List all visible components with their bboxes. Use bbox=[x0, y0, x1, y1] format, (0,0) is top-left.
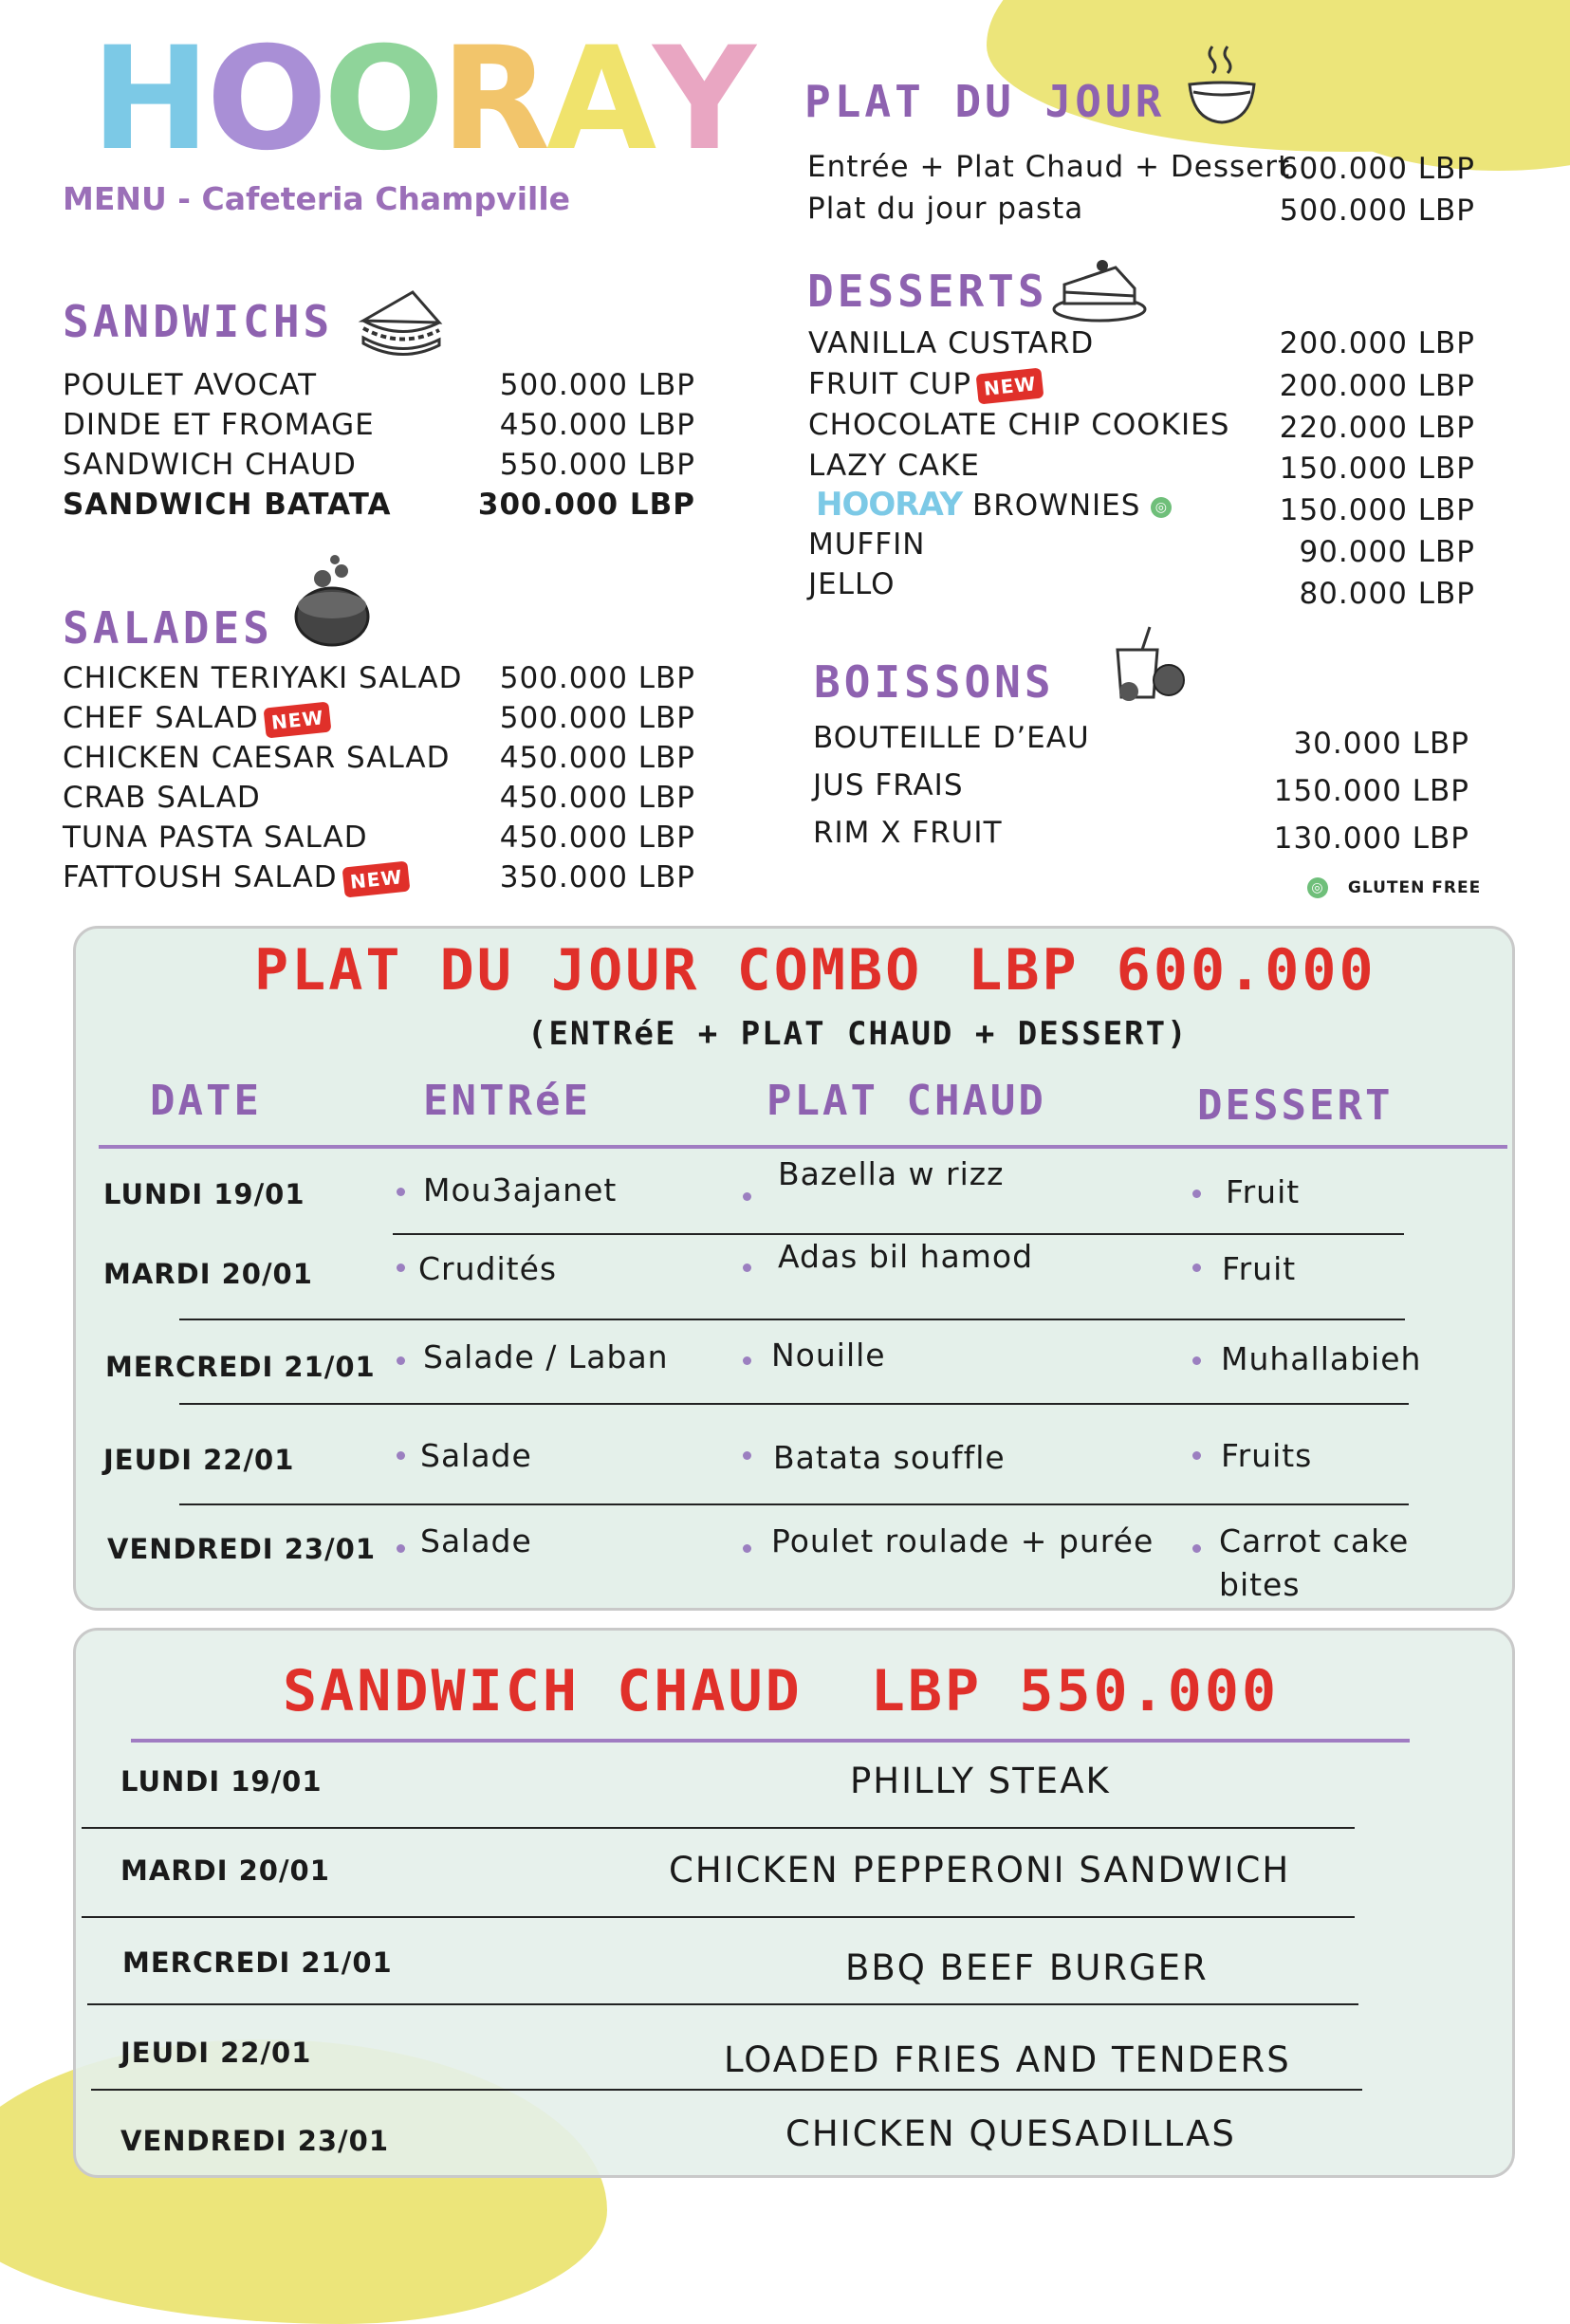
sc-day: MERCREDI 21/01 bbox=[122, 1946, 393, 1979]
combo-entree: Salade / Laban bbox=[423, 1338, 669, 1375]
dessert-item bbox=[816, 486, 1172, 524]
menu-subtitle: MENU - Cafeteria Champville bbox=[63, 180, 571, 217]
salad-item bbox=[63, 860, 409, 895]
sandwich-icon bbox=[356, 285, 446, 360]
combo-entree: Crudités bbox=[418, 1250, 558, 1287]
combo-day: VENDREDI 23/01 bbox=[107, 1533, 377, 1565]
combo-dessert-cont: bites bbox=[1219, 1566, 1301, 1603]
sc-item: PHILLY STEAK bbox=[850, 1761, 1111, 1801]
gluten-free-legend: ◎ GLUTEN FREE bbox=[1307, 877, 1481, 898]
dessert-item-name: CHOCOLATE CHIP COOKIES bbox=[808, 408, 1230, 442]
combo-day: MARDI 20/01 bbox=[103, 1258, 313, 1290]
plat-item-name: Plat du jour pasta bbox=[807, 192, 1084, 226]
salad-item-name: CRAB SALAD bbox=[63, 781, 261, 815]
sc-day: VENDREDI 23/01 bbox=[120, 2125, 390, 2157]
combo-day: LUNDI 19/01 bbox=[103, 1178, 305, 1210]
gluten-free-icon: ◎ bbox=[1151, 497, 1172, 518]
sandwich-item-name: POULET AVOCAT bbox=[63, 368, 318, 402]
col-dessert: DESSERT bbox=[1197, 1081, 1394, 1130]
sandwich-item-price: 450.000 LBP bbox=[499, 408, 695, 442]
bullet bbox=[397, 1263, 405, 1272]
header-divider bbox=[131, 1739, 1410, 1743]
salad-item-name: CHICKEN CAESAR SALAD bbox=[63, 741, 451, 775]
salad-item-price: 450.000 LBP bbox=[499, 741, 695, 775]
bullet bbox=[397, 1356, 405, 1365]
salad-item-price: 350.000 LBP bbox=[499, 860, 695, 895]
dessert-item-name: BROWNIES bbox=[971, 489, 1141, 523]
salad-item-price: 450.000 LBP bbox=[499, 821, 695, 855]
combo-plat: Bazella w rizz bbox=[778, 1155, 1005, 1192]
bullet bbox=[743, 1356, 751, 1365]
salad-item-price: 500.000 LBP bbox=[499, 701, 695, 735]
sandwich-item-name: DINDE ET FROMAGE bbox=[63, 408, 375, 442]
dessert-item-price: 200.000 LBP bbox=[1279, 326, 1475, 360]
sandwich-item-name: SANDWICH CHAUD bbox=[63, 448, 357, 482]
col-entree: ENTRéE bbox=[423, 1077, 591, 1125]
row-divider bbox=[82, 1916, 1355, 1918]
dessert-item-price: 220.000 LBP bbox=[1279, 411, 1475, 445]
sc-day: MARDI 20/01 bbox=[120, 1854, 330, 1887]
plat-item-price: 500.000 LBP bbox=[1279, 194, 1475, 228]
combo-day: JEUDI 22/01 bbox=[103, 1444, 295, 1476]
dessert-item-name: VANILLA CUSTARD bbox=[808, 326, 1095, 360]
row-divider bbox=[393, 1233, 1404, 1235]
bullet bbox=[1192, 1356, 1201, 1365]
combo-entree: Salade bbox=[420, 1437, 532, 1474]
combo-entree: Salade bbox=[420, 1522, 532, 1559]
new-badge: NEW bbox=[263, 701, 331, 738]
combo-day: MERCREDI 21/01 bbox=[105, 1351, 376, 1383]
salad-item-price: 450.000 LBP bbox=[499, 781, 695, 815]
bullet bbox=[743, 1192, 751, 1201]
hooray-mini-logo: HOORAY bbox=[816, 486, 963, 524]
bullet bbox=[743, 1263, 751, 1272]
bullet bbox=[743, 1451, 751, 1460]
row-divider bbox=[82, 1827, 1355, 1829]
boisson-item-price: 150.000 LBP bbox=[1273, 774, 1469, 808]
dessert-item-name: MUFFIN bbox=[808, 527, 926, 562]
combo-dessert: Fruit bbox=[1226, 1173, 1301, 1210]
sandwich-chaud-title: SANDWICH CHAUD LBP 550.000 bbox=[283, 1658, 1280, 1725]
dessert-item-name: JELLO bbox=[808, 567, 896, 601]
boisson-item-name: JUS FRAIS bbox=[813, 768, 964, 802]
salad-item-name: TUNA PASTA SALAD bbox=[63, 821, 368, 855]
combo-entree: Mou3ajanet bbox=[423, 1171, 618, 1208]
row-divider bbox=[179, 1319, 1405, 1320]
sandwichs-title: SANDWICHS bbox=[63, 296, 334, 347]
dessert-item-price: 150.000 LBP bbox=[1279, 493, 1475, 527]
row-divider bbox=[91, 2089, 1362, 2091]
plat-item-name: Entrée + Plat Chaud + Dessert bbox=[807, 150, 1291, 184]
bullet bbox=[1192, 1263, 1201, 1272]
boissons-title: BOISSONS bbox=[814, 656, 1055, 708]
header-divider bbox=[99, 1145, 1507, 1149]
dessert-item-name: LAZY CAKE bbox=[808, 449, 980, 483]
plat-item-price: 600.000 LBP bbox=[1279, 152, 1475, 186]
dessert-item-price: 80.000 LBP bbox=[1299, 577, 1475, 611]
bullet bbox=[397, 1544, 405, 1553]
boisson-item-name: RIM X FRUIT bbox=[813, 816, 1003, 850]
row-divider bbox=[179, 1503, 1409, 1505]
sandwich-item-price: 500.000 LBP bbox=[499, 368, 695, 402]
boisson-item-name: BOUTEILLE D’EAU bbox=[813, 721, 1090, 755]
boisson-item-price: 130.000 LBP bbox=[1273, 821, 1469, 856]
combo-dessert: Fruits bbox=[1221, 1437, 1313, 1474]
combo-subtitle: (ENTRéE + PLAT CHAUD + DESSERT) bbox=[527, 1015, 1189, 1053]
hooray-logo: HOORAY bbox=[91, 17, 752, 182]
salad-item-name: CHICKEN TERIYAKI SALAD bbox=[63, 661, 463, 695]
dessert-item-price: 200.000 LBP bbox=[1279, 369, 1475, 403]
salad-item-price: 500.000 LBP bbox=[499, 661, 695, 695]
combo-plat: Nouille bbox=[771, 1337, 886, 1374]
salad-item-name: FATTOUSH SALAD bbox=[63, 860, 338, 895]
sc-day: LUNDI 19/01 bbox=[120, 1765, 323, 1798]
salad-bowl-icon bbox=[289, 550, 375, 655]
bullet bbox=[1192, 1451, 1201, 1460]
dessert-item-price: 90.000 LBP bbox=[1299, 535, 1475, 569]
combo-plat: Adas bil hamod bbox=[778, 1238, 1034, 1275]
dessert-item-price: 150.000 LBP bbox=[1279, 452, 1475, 486]
plat-du-jour-title: PLAT DU JOUR bbox=[804, 76, 1166, 127]
sandwich-item-name: SANDWICH BATATA bbox=[63, 488, 392, 522]
drinks-icon bbox=[1100, 621, 1195, 707]
bullet bbox=[397, 1188, 405, 1196]
boisson-item-price: 30.000 LBP bbox=[1293, 727, 1469, 761]
sc-item: BBQ BEEF BURGER bbox=[845, 1947, 1209, 1988]
dessert-item-name: FRUIT CUP bbox=[808, 367, 972, 401]
desserts-title: DESSERTS bbox=[807, 266, 1048, 317]
new-badge: NEW bbox=[976, 367, 1044, 404]
bullet bbox=[397, 1451, 405, 1460]
sc-item: LOADED FRIES AND TENDERS bbox=[724, 2039, 1291, 2080]
combo-dessert: Muhallabieh bbox=[1221, 1340, 1422, 1377]
col-date: DATE bbox=[150, 1077, 262, 1125]
bullet bbox=[1192, 1544, 1201, 1553]
sc-day: JEUDI 22/01 bbox=[120, 2037, 312, 2069]
gluten-free-icon: ◎ bbox=[1307, 877, 1328, 898]
sc-item: CHICKEN QUESADILLAS bbox=[785, 2113, 1236, 2154]
combo-title: PLAT DU JOUR COMBO LBP 600.000 bbox=[254, 937, 1376, 1004]
bullet bbox=[743, 1544, 751, 1553]
new-badge: NEW bbox=[342, 860, 410, 897]
row-divider bbox=[87, 2003, 1358, 2005]
salad-item-name: CHEF SALAD bbox=[63, 701, 259, 735]
sc-item: CHICKEN PEPPERONI SANDWICH bbox=[669, 1850, 1291, 1891]
combo-dessert: Carrot cake bbox=[1219, 1522, 1410, 1559]
salad-item bbox=[63, 701, 330, 735]
sandwich-item-price: 550.000 LBP bbox=[499, 448, 695, 482]
soup-bowl-icon bbox=[1184, 43, 1260, 128]
combo-dessert: Fruit bbox=[1222, 1250, 1297, 1287]
col-plat-chaud: PLAT CHAUD bbox=[767, 1077, 1046, 1125]
salades-title: SALADES bbox=[63, 602, 273, 654]
cake-slice-icon bbox=[1047, 254, 1147, 325]
bullet bbox=[1192, 1190, 1201, 1198]
sandwich-item-price: 300.000 LBP bbox=[477, 488, 695, 522]
combo-plat: Poulet roulade + purée bbox=[771, 1522, 1154, 1559]
dessert-item bbox=[808, 367, 1044, 401]
row-divider bbox=[179, 1403, 1409, 1405]
combo-plat: Batata souffle bbox=[773, 1439, 1006, 1476]
